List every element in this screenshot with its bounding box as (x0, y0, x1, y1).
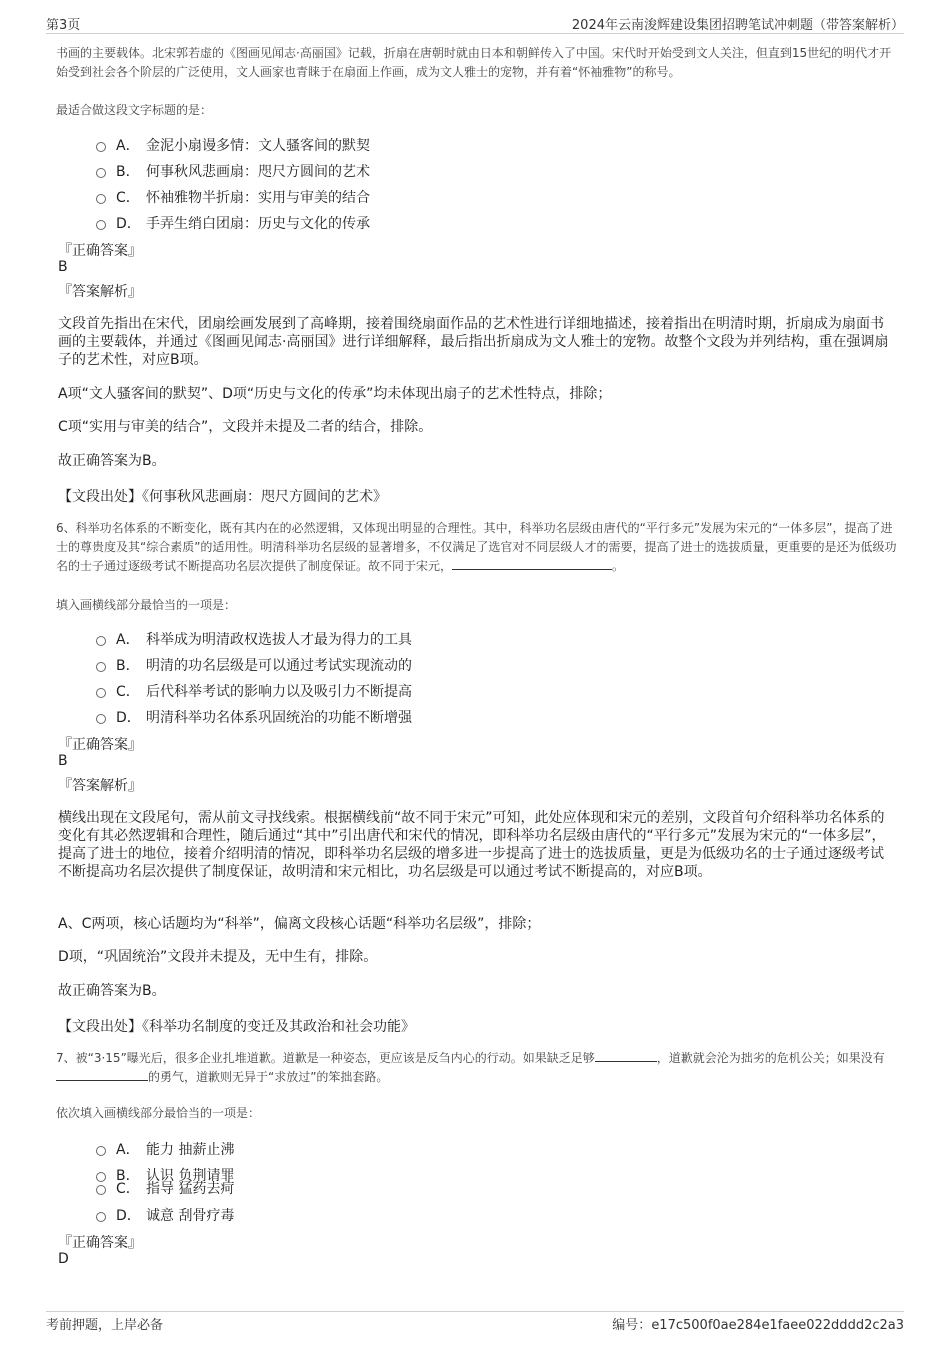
q6-option-b[interactable]: B． 明清的功名层级是可以通过考试实现流动的 (96, 655, 412, 675)
q6-analysis-para: 故正确答案为B。 (58, 983, 166, 999)
q7-passage: 7、被“3·15”曝光后，很多企业扎堆道歉。道歉是一种姿态，更应该是反刍内心的行动。如果缺乏足够 ，道歉就会沦为拙劣的危机公关；如果没有的勇气，道歉则无异于“求放过”的笨拙套路。 (56, 1051, 885, 1084)
q5-analysis-para: 故正确答案为B。 (58, 453, 166, 469)
radio-icon[interactable] (96, 662, 106, 672)
q5-analysis-para: C项“实用与审美的结合”，文段并未提及二者的结合，排除。 (58, 419, 433, 435)
q5-option-b[interactable]: B． 何事秋风悲画扇：咫尺方圆间的艺术 (96, 161, 370, 181)
q5-analysis-para: 文段首先指出在宋代，团扇绘画发展到了高峰期，接着围绕扇面作品的艺术性进行详细地描述，接着指出在明清时期，折扇成为扇面书画的主要载体，并通过《图画见闻志·高丽国》进行详细解释，最后指出折扇成为文人雅士的宠物。故整个文段为并列结构，重在强调扇子的艺术性，对应B项。 (58, 316, 889, 368)
q5-answer: B (58, 259, 68, 275)
page-number: 第3页 (46, 18, 81, 33)
q7-stem: 依次填入画横线部分最恰当的一项是： (56, 1106, 261, 1120)
radio-icon[interactable] (96, 714, 106, 724)
header-divider (46, 33, 904, 34)
q7-option-d[interactable]: D． 诚意 刮骨疗毒 (96, 1205, 234, 1225)
radio-icon[interactable] (96, 636, 106, 646)
q7-answer-label: 『正确答案』 (58, 1235, 142, 1251)
q7-option-b[interactable]: B． 认识 负荆请罪 (96, 1165, 234, 1185)
radio-icon[interactable] (96, 1212, 106, 1222)
q6-answer-label: 『正确答案』 (58, 737, 142, 753)
radio-icon[interactable] (96, 168, 106, 178)
q7-answer: D (58, 1251, 69, 1267)
radio-icon[interactable] (96, 220, 106, 230)
radio-icon[interactable] (96, 142, 106, 152)
q6-answer: B (58, 753, 68, 769)
q5-analysis-para: A项“文人骚客间的默契”、D项“历史与文化的传承”均未体现出扇子的艺术性特点，排除； (58, 386, 612, 402)
q5-source: 【文段出处】《何事秋风悲画扇：咫尺方圆间的艺术》 (58, 489, 387, 505)
q6-option-a[interactable]: A． 科举成为明清政权选拔人才最为得力的工具 (96, 629, 412, 649)
q6-option-d[interactable]: D． 明清科举功名体系巩固统治的功能不断增强 (96, 707, 412, 727)
q5-option-c[interactable]: C． 怀袖雅物半折扇：实用与审美的结合 (96, 187, 370, 207)
q7-option-a[interactable]: A． 能力 抽薪止沸 (96, 1139, 234, 1159)
radio-icon[interactable] (96, 1146, 106, 1156)
q5-analysis-label: 『答案解析』 (58, 284, 142, 300)
q6-stem: 填入画横线部分最恰当的一项是： (56, 598, 237, 612)
radio-icon[interactable] (96, 194, 106, 204)
footer-slogan: 考前押题，上岸必备 (46, 1318, 164, 1333)
q6-blank (452, 557, 612, 570)
radio-icon[interactable] (96, 688, 106, 698)
q7-option-c[interactable]: C． 指导 猛药去疴 (96, 1178, 234, 1198)
q5-answer-label: 『正确答案』 (58, 243, 142, 259)
q6-analysis-para: 横线出现在文段尾句，需从前文寻找线索。根据横线前“故不同于宋元”可知，此处应体现和宋元的差别，文段首句介绍科举功名体系的变化有其必然逻辑和合理性，随后通过“其中”引出唐代和宋代的情况，即科举功名层级由唐代的“平行多元”发展为宋元的“一体多层”，提高了进士的地位，接着介绍明清的情况，即科举功名层级的增多进一步提高了进士的选拔质量，更是为低级功名的士子通过逐级考试不断提高功名层次提供了制度保证，故明清和宋元相比，功名层级是可以通过考试不断提高的，对应B项。 (58, 810, 886, 880)
q7-blank-2 (56, 1068, 148, 1081)
q5-option-a[interactable]: A． 金泥小扇谩多情：文人骚客间的默契 (96, 135, 370, 155)
q6-source: 【文段出处】《科举功名制度的变迁及其政治和社会功能》 (58, 1019, 415, 1035)
q6-analysis-label: 『答案解析』 (58, 778, 142, 794)
q6-passage: 6、科举功名体系的不断变化，既有其内在的必然逻辑，又体现出明显的合理性。其中，科举功名层级由唐代的“平行多元”发展为宋元的“一体多层”，提高了进士的尊贵度及其“综合素质”的适用性。明清科举功名层级的显著增多，不仅满足了选官对不同层级人才的需要，提高了进士的选拔质量，更重要的是还为低级功名的士子通过逐级考试不断提高功名层次提供了制度保证。故不同于宋元， 。 (56, 521, 897, 573)
q6-analysis-para: D项，“巩固统治”文段并未提及，无中生有，排除。 (58, 949, 378, 965)
footer-divider (46, 1311, 904, 1312)
document-code: 编号：e17c500f0ae284e1faee022dddd2c2a3 (612, 1318, 904, 1333)
q5-passage: 书画的主要载体。北宋郭若虚的《图画见闻志·高丽国》记载，折扇在唐朝时就由日本和朝鲜传入了中国。宋代时开始受到文人关注，但直到15世纪的明代才开始受到社会各个阶层的广泛使用，文人画家也青睐于在扇面上作画，成为文人雅士的宠物，并有着“怀袖雅物”的称号。 (56, 46, 892, 79)
q6-analysis-para: A、C两项，核心话题均为“科举”，偏离文段核心话题“科举功名层级”，排除； (58, 916, 541, 932)
q6-option-c[interactable]: C． 后代科举考试的影响力以及吸引力不断提高 (96, 681, 412, 701)
radio-icon[interactable] (96, 1185, 106, 1195)
q5-option-d[interactable]: D． 手弄生绡白团扇：历史与文化的传承 (96, 213, 370, 233)
q7-blank-1 (595, 1049, 657, 1062)
document-title: 2024年云南浚辉建设集团招聘笔试冲刺题（带答案解析） (571, 18, 904, 33)
q5-stem: 最适合做这段文字标题的是： (56, 103, 213, 117)
